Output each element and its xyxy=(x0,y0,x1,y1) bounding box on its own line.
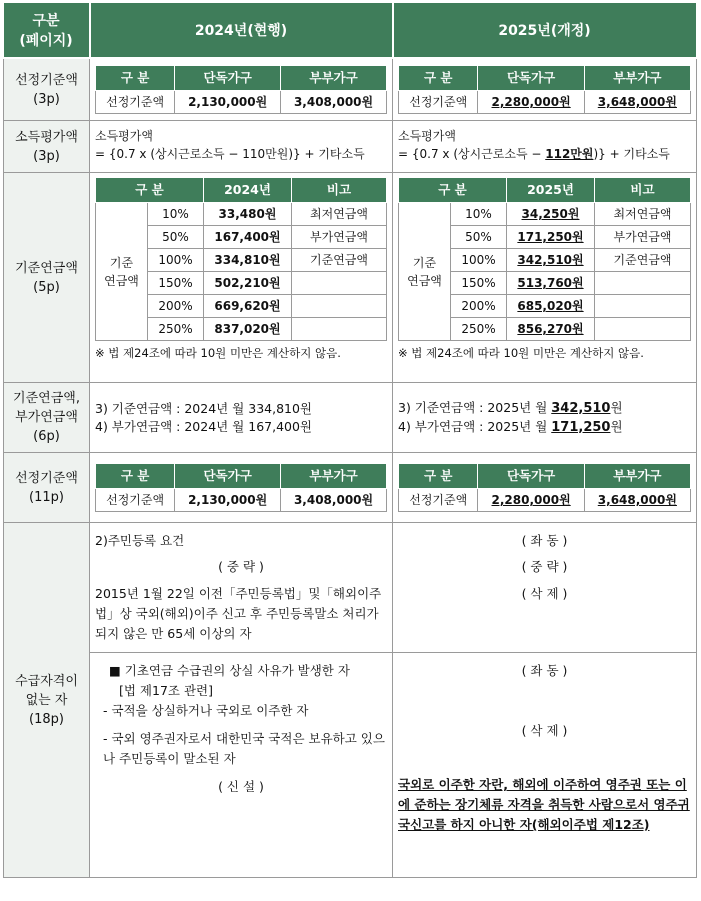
sub-header: 부부가구 xyxy=(584,464,690,489)
new-pension xyxy=(393,173,697,383)
sub-header: 단독가구 xyxy=(478,66,584,91)
cell: 837,020원 xyxy=(204,318,292,341)
text-line: ( 신 설 ) xyxy=(218,779,264,794)
row-income-eval xyxy=(4,121,697,173)
divider xyxy=(90,652,392,653)
text-line: ( 좌 동 ) xyxy=(521,663,568,678)
comparison-table xyxy=(3,3,698,878)
cell: 선정기준액 xyxy=(96,489,175,512)
sub-header: 구 분 xyxy=(399,464,478,489)
cell: 부가연금액 xyxy=(595,226,691,249)
cell: 250% xyxy=(451,318,507,341)
old-income xyxy=(90,121,393,173)
cell: 34,250원 xyxy=(507,203,595,226)
cell: 856,270원 xyxy=(507,318,595,341)
new-selection-11p xyxy=(393,453,697,523)
income-title: 소득평가액 xyxy=(95,129,153,143)
text-line: [법 제17조 관련] xyxy=(119,683,213,698)
cell: 334,810원 xyxy=(204,249,292,272)
row-label: 소득평가액 (3p) xyxy=(4,121,90,173)
cell xyxy=(595,295,691,318)
cell: 2,130,000원 xyxy=(175,489,281,512)
cell: 10% xyxy=(451,203,507,226)
cell: 685,020원 xyxy=(507,295,595,318)
text-line: - 국적을 상실하거나 국외로 이주한 자 xyxy=(103,703,309,718)
cell: 3,648,000원 xyxy=(584,489,690,512)
pension-subtable xyxy=(398,177,691,341)
pension-subtable xyxy=(95,177,387,341)
sub-header: 부부가구 xyxy=(281,66,387,91)
text-line: ( 삭 제 ) xyxy=(521,723,568,738)
cell: 3,408,000원 xyxy=(281,489,387,512)
row-label: 선정기준액 (11p) xyxy=(4,453,90,523)
cell: 부가연금액 xyxy=(292,226,387,249)
row-label: 기준연금액, 부가연금액 (6p) xyxy=(4,383,90,453)
text-block: 국외로 이주한 자란, 해외에 이주하여 영주권 또는 이에 준하는 장기체류 자격을 취득한 사람으로서 영주귀국신고를 하지 아니한 자(해외이주법 제12조) xyxy=(398,777,690,832)
old-selection-11p xyxy=(90,453,393,523)
sub-header: 단독가구 xyxy=(175,66,281,91)
additional-line: 4) 부가연금액 : 2024년 월 167,400원 xyxy=(95,418,313,434)
selection-subtable xyxy=(95,463,387,512)
cell: 최저연금액 xyxy=(292,203,387,226)
cell: 2,130,000원 xyxy=(175,91,281,114)
header-2025: 2025년(개정) xyxy=(393,3,697,58)
footnote: ※ 법 제24조에 따라 10원 미만은 계산하지 않음. xyxy=(95,346,341,360)
old-ineligible xyxy=(90,523,393,878)
cell: 50% xyxy=(451,226,507,249)
cell: 10% xyxy=(148,203,204,226)
additional-line: 4) 부가연금액 : 2025년 월 171,250원 xyxy=(398,418,623,435)
cell: 33,480원 xyxy=(204,203,292,226)
cell: 342,510원 xyxy=(507,249,595,272)
text-block: 2015년 1월 22일 이전「주민등록법」및「해외이주법」상 국외(해외)이주 신고 후 주민등록말소 처리가 되지 않은 만 65세 이상의 자 xyxy=(95,586,382,641)
income-formula: = {0.7 x (상시근로소득 − 112만원)} + 기타소득 xyxy=(398,147,670,161)
base-line: 3) 기준연금액 : 2024년 월 334,810원 xyxy=(95,400,313,416)
sub-header: 부부가구 xyxy=(584,66,690,91)
sub-header: 구 분 xyxy=(399,66,478,91)
text-line: ( 중 략 ) xyxy=(521,559,568,574)
sub-header: 비고 xyxy=(292,178,387,203)
text-line: ( 좌 동 ) xyxy=(521,533,568,548)
base-line: 3) 기준연금액 : 2025년 월 342,510원 xyxy=(398,399,623,416)
text-block: - 국외 영주권자로서 대한민국 국적은 보유하고 있으나 주민등록이 말소된 자 xyxy=(103,731,385,766)
cell: 100% xyxy=(148,249,204,272)
row-base-additional xyxy=(4,383,697,453)
row-ineligible xyxy=(4,523,697,878)
cell: 50% xyxy=(148,226,204,249)
text-line: ■ 기초연금 수급권의 상실 사유가 발생한 자 xyxy=(109,663,350,678)
sub-header: 구 분 xyxy=(96,178,204,203)
header-2024: 2024년(현행) xyxy=(90,3,393,58)
sub-header: 단독가구 xyxy=(175,464,281,489)
new-base-additional xyxy=(393,383,697,453)
cell: 3,648,000원 xyxy=(584,91,690,114)
selection-subtable xyxy=(398,65,691,114)
cell: 513,760원 xyxy=(507,272,595,295)
cell: 200% xyxy=(451,295,507,318)
income-title: 소득평가액 xyxy=(398,129,456,143)
cell: 100% xyxy=(451,249,507,272)
divider xyxy=(393,652,696,653)
sub-header: 구 분 xyxy=(96,66,175,91)
selection-subtable xyxy=(398,463,691,512)
text-line: ( 중 략 ) xyxy=(218,559,264,574)
side-label: 기준 연금액 xyxy=(399,203,451,341)
sub-header: 구 분 xyxy=(96,464,175,489)
cell: 502,210원 xyxy=(204,272,292,295)
cell: 171,250원 xyxy=(507,226,595,249)
row-base-pension xyxy=(4,173,697,383)
income-formula: = {0.7 x (상시근로소득 − 110만원)} + 기타소득 xyxy=(95,147,365,161)
cell xyxy=(595,318,691,341)
sub-header: 구 분 xyxy=(399,178,507,203)
text-line: 2)주민등록 요건 xyxy=(95,533,185,548)
header-category: 구분 (페이지) xyxy=(4,3,90,58)
row-selection-criteria xyxy=(4,58,697,121)
cell: 기준연금액 xyxy=(595,249,691,272)
cell: 선정기준액 xyxy=(399,91,478,114)
sub-header: 단독가구 xyxy=(478,464,584,489)
sub-header: 비고 xyxy=(595,178,691,203)
cell: 150% xyxy=(148,272,204,295)
cell: 3,408,000원 xyxy=(281,91,387,114)
cell xyxy=(292,272,387,295)
row-label: 기준연금액 (5p) xyxy=(4,173,90,383)
cell: 2,280,000원 xyxy=(478,91,584,114)
selection-subtable xyxy=(95,65,387,114)
cell: 선정기준액 xyxy=(399,489,478,512)
cell: 167,400원 xyxy=(204,226,292,249)
header-row xyxy=(4,3,697,58)
cell xyxy=(595,272,691,295)
cell xyxy=(292,295,387,318)
text-line: ( 삭 제 ) xyxy=(521,586,568,601)
old-pension xyxy=(90,173,393,383)
sub-header: 부부가구 xyxy=(281,464,387,489)
old-selection xyxy=(90,58,393,121)
row-selection-criteria-11p xyxy=(4,453,697,523)
footnote: ※ 법 제24조에 따라 10원 미만은 계산하지 않음. xyxy=(398,346,644,360)
cell: 2,280,000원 xyxy=(478,489,584,512)
new-ineligible xyxy=(393,523,697,878)
sub-header: 2024년 xyxy=(204,178,292,203)
cell: 250% xyxy=(148,318,204,341)
sub-header: 2025년 xyxy=(507,178,595,203)
new-income xyxy=(393,121,697,173)
old-base-additional xyxy=(90,383,393,453)
cell: 최저연금액 xyxy=(595,203,691,226)
cell: 669,620원 xyxy=(204,295,292,318)
cell: 선정기준액 xyxy=(96,91,175,114)
new-selection xyxy=(393,58,697,121)
side-label: 기준 연금액 xyxy=(96,203,148,341)
cell: 150% xyxy=(451,272,507,295)
row-label: 수급자격이 없는 자 (18p) xyxy=(4,523,90,878)
row-label: 선정기준액 (3p) xyxy=(4,58,90,121)
cell xyxy=(292,318,387,341)
cell: 기준연금액 xyxy=(292,249,387,272)
cell: 200% xyxy=(148,295,204,318)
